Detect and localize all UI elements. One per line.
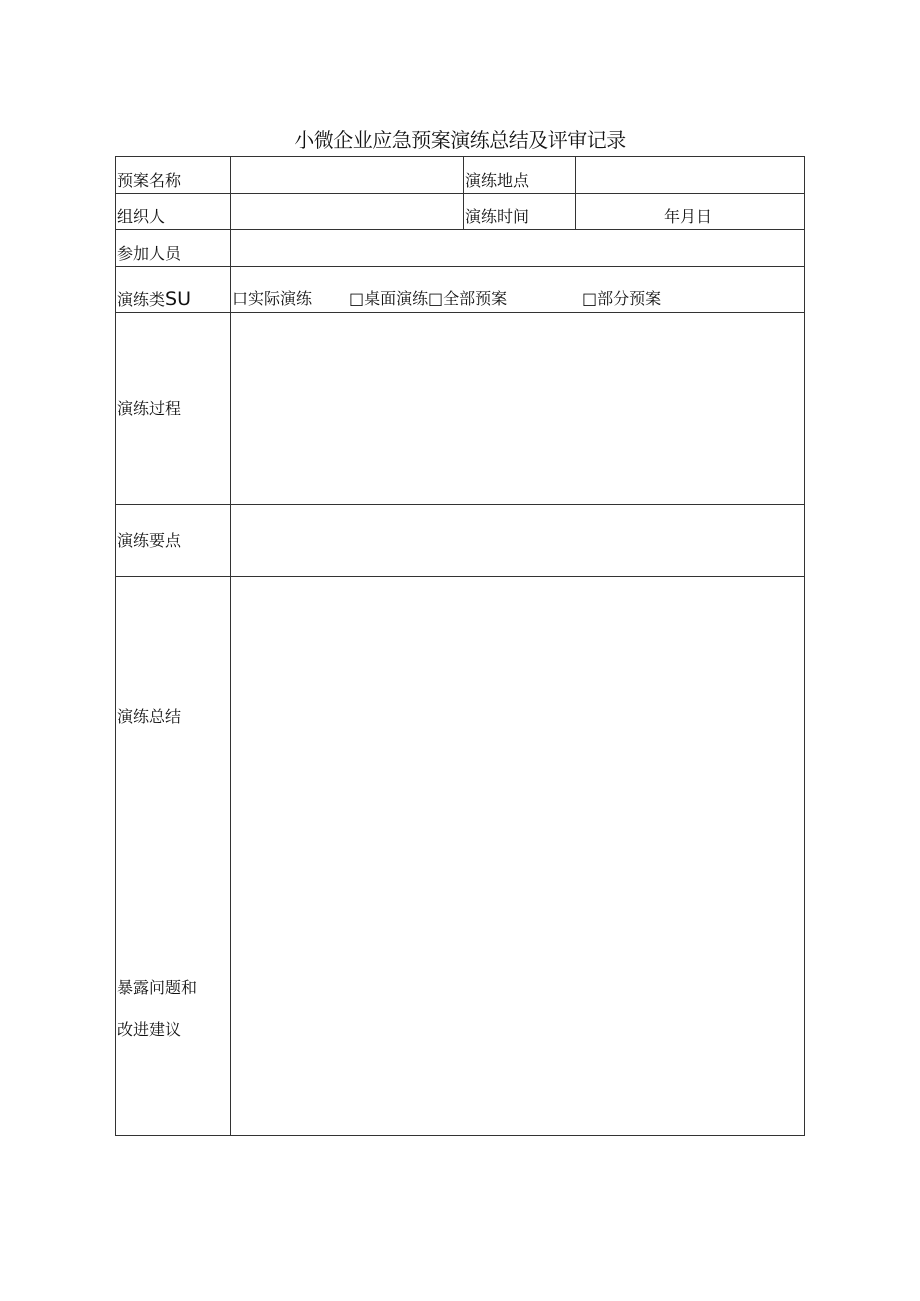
row-participants	[116, 230, 805, 267]
issues-label	[117, 967, 197, 1051]
drill-process-label: 演练过程	[116, 313, 231, 505]
row-organizer	[116, 194, 805, 230]
location-label: 演练地点	[464, 157, 576, 194]
drill-type-options	[231, 267, 805, 313]
row-drill-process	[116, 313, 805, 505]
issues-label-line1: 暴露问题和	[117, 978, 198, 997]
key-points-field[interactable]	[231, 505, 805, 577]
drill-process-field[interactable]	[231, 313, 805, 505]
option-full-plan[interactable]: □全部预案	[428, 289, 508, 308]
drill-type-label-prefix: 演练类	[117, 290, 166, 309]
document-title: 小微企业应急预案演练总结及评审记录	[294, 128, 626, 152]
time-label: 演练时间	[464, 194, 576, 230]
participants-field[interactable]	[231, 230, 805, 267]
row-drill-type	[116, 267, 805, 313]
issues-label-line2: 改进建议	[117, 1020, 182, 1039]
organizer-field[interactable]	[231, 194, 464, 230]
drill-record-form	[115, 156, 805, 1136]
option-partial-plan[interactable]: □部分预案	[582, 289, 662, 308]
organizer-label: 组织人	[116, 194, 231, 230]
time-field[interactable]: 年月日	[576, 194, 805, 230]
row-summary	[116, 577, 805, 1136]
row-key-points	[116, 505, 805, 577]
option-actual-drill[interactable]: 口实际演练	[232, 289, 313, 308]
key-points-label: 演练要点	[116, 505, 231, 577]
row-plan-name	[116, 157, 805, 194]
plan-name-label: 预案名称	[116, 157, 231, 194]
drill-type-label-suffix: SU	[165, 288, 191, 310]
summary-field[interactable]	[231, 577, 805, 1136]
summary-label-cell	[116, 577, 231, 1136]
participants-label: 参加人员	[116, 230, 231, 267]
plan-name-field[interactable]	[231, 157, 464, 194]
location-field[interactable]	[576, 157, 805, 194]
summary-label: 演练总结	[117, 707, 182, 726]
option-tabletop-drill[interactable]: □桌面演练	[349, 289, 429, 308]
drill-type-label	[116, 267, 231, 313]
